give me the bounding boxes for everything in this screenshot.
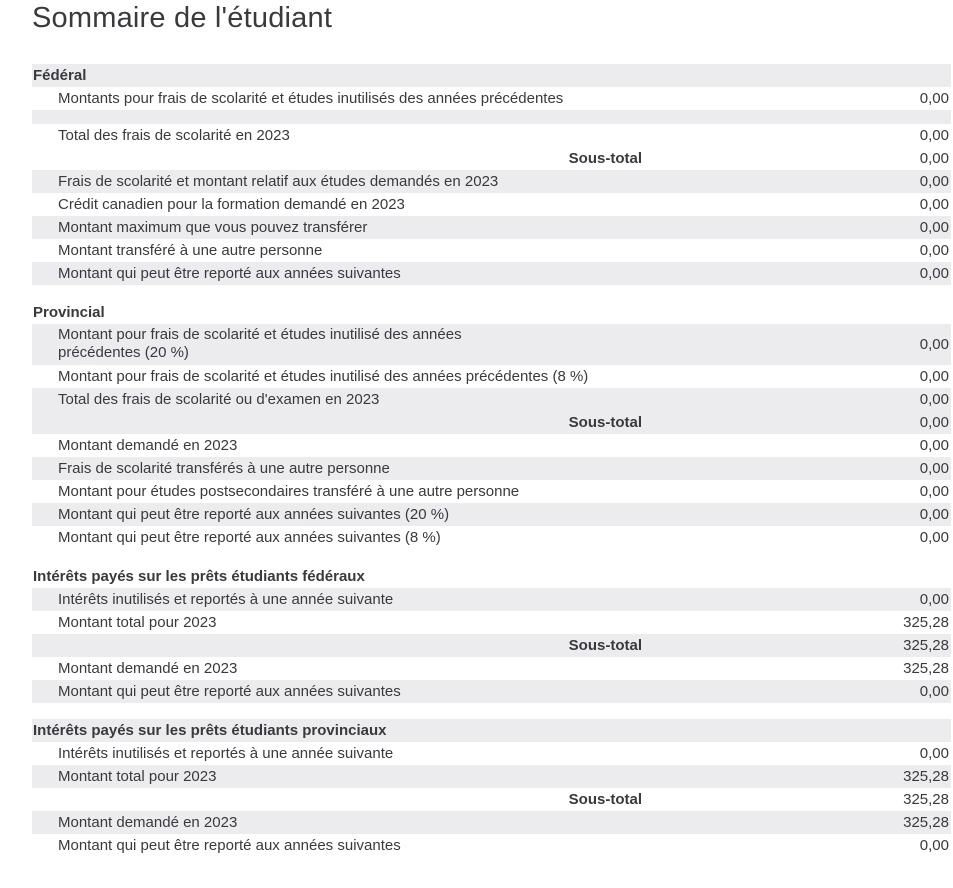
table-row xyxy=(32,742,951,765)
subtotal-value: 0,00 xyxy=(919,414,949,431)
section-heading-federal xyxy=(32,64,951,87)
page-title: Sommaire de l'étudiant xyxy=(32,2,333,34)
row-label: Montant qui peut être reporté aux années suivantes (8 %) xyxy=(58,529,441,546)
row-label: Montant demandé en 2023 xyxy=(58,437,238,454)
row-value: 325,28 xyxy=(903,660,949,677)
row-value: 0,00 xyxy=(919,529,949,546)
row-label: Montant pour frais de scolarité et études inutilisé des années précédentes (8 %) xyxy=(58,368,589,385)
row-value: 0,00 xyxy=(919,265,949,282)
table-row xyxy=(32,365,951,388)
table-row xyxy=(32,124,951,147)
table-row xyxy=(32,434,951,457)
row-label: Intérêts inutilisés et reportés à une année suivante xyxy=(58,745,394,762)
table-row xyxy=(32,193,951,216)
table-row xyxy=(32,87,951,110)
table-row xyxy=(32,457,951,480)
row-value: 0,00 xyxy=(919,127,949,144)
row-label: Montant total pour 2023 xyxy=(58,614,217,631)
subtotal-row xyxy=(32,411,951,434)
table-row xyxy=(32,765,951,788)
row-value: 0,00 xyxy=(919,368,949,385)
row-value: 0,00 xyxy=(919,506,949,523)
row-value: 0,00 xyxy=(919,391,949,408)
row-label: Montant qui peut être reporté aux années suivantes xyxy=(58,683,401,700)
row-label: Montant maximum que vous pouvez transférer xyxy=(58,219,368,236)
table-row xyxy=(32,526,951,549)
row-divider xyxy=(32,110,951,124)
row-value: 0,00 xyxy=(919,483,949,500)
table-row xyxy=(32,811,951,834)
subtotal-row xyxy=(32,634,951,657)
section-gap xyxy=(32,285,951,301)
section-title: Intérêts payés sur les prêts étudiants provinciaux xyxy=(33,722,387,739)
row-value: 0,00 xyxy=(919,437,949,454)
row-label: Total des frais de scolarité ou d'examen en 2023 xyxy=(58,391,380,408)
row-label: Crédit canadien pour la formation demandé en 2023 xyxy=(58,196,405,213)
subtotal-label: Sous-total xyxy=(568,637,642,654)
table-row xyxy=(32,388,951,411)
row-value: 325,28 xyxy=(903,614,949,631)
row-value: 0,00 xyxy=(919,745,949,762)
section-title: Intérêts payés sur les prêts étudiants fédéraux xyxy=(33,568,365,585)
subtotal-label: Sous-total xyxy=(568,791,642,808)
row-label: Montant pour études postsecondaires transféré à une autre personne xyxy=(58,483,520,500)
row-value: 0,00 xyxy=(919,196,949,213)
row-label: Intérêts inutilisés et reportés à une année suivante xyxy=(58,591,394,608)
table-row xyxy=(32,262,951,285)
subtotal-value: 325,28 xyxy=(903,637,949,654)
table-row xyxy=(32,611,951,634)
row-value: 325,28 xyxy=(903,768,949,785)
subtotal-value: 0,00 xyxy=(919,150,949,167)
section-gap xyxy=(32,703,951,719)
table-row xyxy=(32,834,951,857)
row-value: 0,00 xyxy=(919,219,949,236)
subtotal-row xyxy=(32,147,951,170)
row-label: Montant demandé en 2023 xyxy=(58,660,238,677)
row-label: Frais de scolarité et montant relatif aux études demandés en 2023 xyxy=(58,173,499,190)
table-row xyxy=(32,480,951,503)
subtotal-label: Sous-total xyxy=(568,150,642,167)
section-title: Provincial xyxy=(33,304,105,321)
row-value: 0,00 xyxy=(919,837,949,854)
section-heading-provincial-loans xyxy=(32,719,951,742)
student-summary xyxy=(32,64,951,857)
row-label: Montant pour frais de scolarité et études inutilisé des années précédentes (20 %) xyxy=(58,326,462,361)
table-row xyxy=(32,503,951,526)
subtotal-value: 325,28 xyxy=(903,791,949,808)
section-title: Fédéral xyxy=(33,67,87,84)
table-row xyxy=(32,588,951,611)
row-label: Total des frais de scolarité en 2023 xyxy=(58,127,290,144)
row-label: Montant qui peut être reporté aux années suivantes xyxy=(58,837,401,854)
row-value: 0,00 xyxy=(919,242,949,259)
row-value: 0,00 xyxy=(919,90,949,107)
section-heading-federal-loans xyxy=(32,565,951,588)
table-row xyxy=(32,680,951,703)
row-label: Montant qui peut être reporté aux années suivantes xyxy=(58,265,401,282)
row-value: 0,00 xyxy=(919,173,949,190)
table-row xyxy=(32,657,951,680)
row-label: Montant qui peut être reporté aux années suivantes (20 %) xyxy=(58,506,450,523)
section-heading-provincial xyxy=(32,301,951,324)
row-label: Montants pour frais de scolarité et études inutilisés des années précédentes xyxy=(58,90,564,107)
table-row xyxy=(32,216,951,239)
subtotal-row xyxy=(32,788,951,811)
section-gap xyxy=(32,549,951,565)
row-label: Montant total pour 2023 xyxy=(58,768,217,785)
row-value: 0,00 xyxy=(919,336,949,353)
table-row xyxy=(32,239,951,262)
row-label: Montant demandé en 2023 xyxy=(58,814,238,831)
row-value: 0,00 xyxy=(919,683,949,700)
table-row xyxy=(32,324,951,365)
row-value: 0,00 xyxy=(919,591,949,608)
row-label: Montant transféré à une autre personne xyxy=(58,242,323,259)
table-row xyxy=(32,170,951,193)
row-value: 325,28 xyxy=(903,814,949,831)
row-value: 0,00 xyxy=(919,460,949,477)
subtotal-label: Sous-total xyxy=(568,414,642,431)
row-label: Frais de scolarité transférés à une autre personne xyxy=(58,460,390,477)
